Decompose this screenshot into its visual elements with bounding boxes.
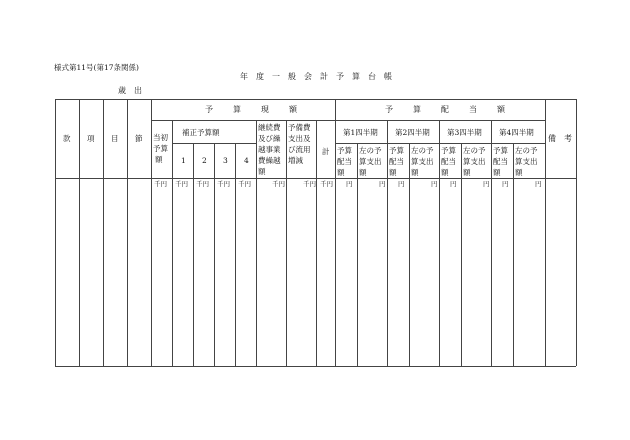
unit-supp-2: 千円 (196, 180, 209, 188)
quarter-1: 第1四半期 (343, 128, 378, 137)
q1-remain-3: 額 (359, 168, 367, 177)
form-label: 様式第11号(第17条関係) (54, 63, 139, 72)
unit-q3-alloc: 円 (450, 180, 457, 188)
q4-remain-3: 額 (515, 168, 523, 177)
unit-total: 千円 (320, 180, 333, 188)
q3-alloc-1: 予算 (441, 146, 456, 155)
q3-remain-1: 左の予 (463, 146, 486, 155)
unit-q2-alloc: 円 (398, 180, 405, 188)
q1-alloc-3: 額 (337, 168, 345, 177)
q4-remain-1: 左の予 (515, 146, 538, 155)
col-initial-budget-1: 当初 (153, 133, 168, 142)
col-reserve-1: 予備費 (288, 123, 311, 132)
q4-alloc-1: 予算 (493, 146, 508, 155)
q4-alloc-2: 配当 (493, 157, 508, 166)
col-reserve-2: 支出及 (288, 134, 311, 143)
supp-num-3: 3 (223, 156, 228, 165)
header-allocation: 予算配当額 (385, 105, 525, 114)
q4-alloc-3: 額 (493, 168, 501, 177)
q1-alloc-1: 予算 (337, 146, 352, 155)
col-total: 計 (322, 147, 330, 156)
supp-num-1: 1 (181, 156, 186, 165)
col-reserve-3: び流用 (288, 145, 311, 154)
q2-alloc-1: 予算 (389, 146, 404, 155)
supp-num-2: 2 (202, 156, 207, 165)
col-initial-budget-3: 額 (155, 155, 163, 164)
quarter-2: 第2四半期 (395, 128, 430, 137)
q3-alloc-2: 配当 (441, 157, 456, 166)
q4-remain-2: 算支出 (515, 157, 538, 166)
q1-remain-2: 算支出 (359, 157, 382, 166)
q2-remain-3: 額 (411, 168, 419, 177)
unit-q2-remain: 円 (431, 180, 438, 188)
q3-remain-3: 額 (463, 168, 471, 177)
col-remarks: 備考 (548, 134, 580, 143)
quarter-4: 第4四半期 (499, 128, 534, 137)
unit-q4-remain: 円 (535, 180, 542, 188)
col-continued-1: 継続費 (258, 123, 281, 132)
col-reserve-4: 増減 (288, 156, 303, 165)
unit-q1-remain: 円 (379, 180, 386, 188)
unit-reserve: 千円 (303, 180, 316, 188)
col-initial-budget-2: 予算 (153, 144, 168, 153)
quarter-3: 第3四半期 (447, 128, 482, 137)
q3-alloc-3: 額 (441, 168, 449, 177)
col-setsu: 節 (135, 134, 143, 143)
unit-supp-4: 千円 (238, 180, 251, 188)
q3-remain-2: 算支出 (463, 157, 486, 166)
unit-q3-remain: 円 (483, 180, 490, 188)
supp-num-4: 4 (244, 156, 249, 165)
q2-remain-1: 左の予 (411, 146, 434, 155)
unit-continued: 千円 (272, 180, 285, 188)
header-supplementary: 補正予算額 (182, 128, 220, 137)
header-budget-current: 予算現額 (205, 105, 317, 114)
unit-q4-alloc: 円 (502, 180, 509, 188)
unit-supp-3: 千円 (217, 180, 230, 188)
col-kou: 項 (87, 134, 95, 143)
col-kan: 款 (63, 134, 71, 143)
q1-remain-1: 左の予 (359, 146, 382, 155)
col-continued-2: 及び繰 (258, 134, 281, 143)
col-continued-5: 額 (258, 167, 266, 176)
q2-remain-2: 算支出 (411, 157, 434, 166)
q2-alloc-2: 配当 (389, 157, 404, 166)
col-moku: 目 (111, 134, 119, 143)
page-title: 年度一般会計予算台帳 (240, 72, 400, 81)
section-label: 歳出 (118, 86, 150, 95)
unit-supp-1: 千円 (175, 180, 188, 188)
unit-initial: 千円 (154, 180, 167, 188)
unit-q1-alloc: 円 (346, 180, 353, 188)
col-continued-3: 越事業 (258, 145, 281, 154)
col-continued-4: 費繰越 (258, 156, 281, 165)
q1-alloc-2: 配当 (337, 157, 352, 166)
q2-alloc-3: 額 (389, 168, 397, 177)
